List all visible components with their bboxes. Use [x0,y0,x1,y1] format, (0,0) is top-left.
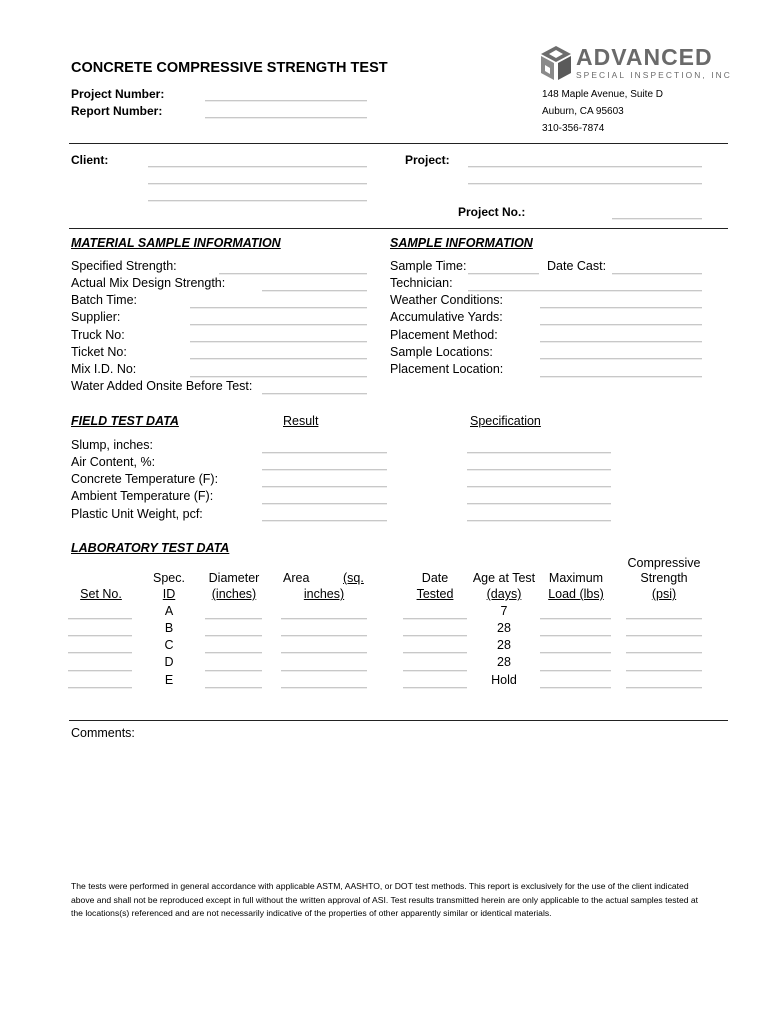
spec-id-cell: D [164,655,174,669]
placement-location-label: Placement Location: [390,362,504,376]
company-logo [538,44,733,86]
sample-locations-label: Sample Locations: [390,345,493,359]
project-number-field[interactable] [205,100,367,102]
age-days-header: (days) [486,587,522,601]
concrete-temp-spec-field[interactable] [467,486,611,488]
date-cast-field[interactable] [612,273,702,275]
compressive-strength-field[interactable] [626,618,702,620]
air-content-label: Air Content, %: [71,455,156,469]
truck-no-field[interactable] [190,341,367,343]
age-cell: 28 [497,655,511,669]
accumulative-yards-label: Accumulative Yards: [390,310,503,324]
comments-area[interactable] [71,744,726,864]
disclaimer-text: The tests were performed in general accordance with applicable ASTM, AASHTO, or DOT test methods. This report is exclusively for the use of the client indicated above and shall not be reproduced except in full without the written approval of ASI. Test results transmitted herein are only applicable to the actual samples tested at the locations(s) referenced and are not necessarily indicative of the properties of other apparently similar or identical materials. [71,881,699,918]
mix-design-strength-label: Actual Mix Design Strength: [71,276,226,290]
address-line-2: Auburn, CA 95603 [542,106,624,117]
sample-info-heading: SAMPLE INFORMATION [390,236,533,250]
age-header: Age at Test [472,571,536,585]
compressive-strength-field[interactable] [626,635,702,637]
diameter-field[interactable] [205,687,262,689]
company-name: ADVANCED [576,44,713,70]
field-test-heading: FIELD TEST DATA [71,414,179,428]
max-load-header: Maximum [548,571,604,585]
date-tested-field[interactable] [403,618,467,620]
diameter-field[interactable] [205,635,262,637]
mix-design-strength-field[interactable] [262,290,367,292]
area-field[interactable] [281,635,367,637]
weather-conditions-label: Weather Conditions: [390,293,504,307]
client-label: Client: [71,153,109,167]
report-number-label: Report Number: [71,104,163,118]
max-load-field[interactable] [540,635,611,637]
date-tested-field[interactable] [403,687,467,689]
spec-id-cell: C [164,638,174,652]
max-load-field[interactable] [540,652,611,654]
max-load-field[interactable] [540,670,611,672]
concrete-temp-label: Concrete Temperature (F): [71,472,219,486]
divider [69,143,728,144]
area-header: Area [283,571,310,585]
concrete-temp-result-field[interactable] [262,486,387,488]
set-no-field[interactable] [68,635,132,637]
max-load-field[interactable] [540,687,611,689]
placement-method-field[interactable] [540,341,702,343]
air-content-result-field[interactable] [262,469,387,471]
area-field[interactable] [281,687,367,689]
mix-id-field[interactable] [190,376,367,378]
set-no-field[interactable] [68,652,132,654]
ticket-no-label: Ticket No: [71,345,127,359]
divider [69,228,728,229]
date-tested-field[interactable] [403,635,467,637]
ambient-temp-label: Ambient Temperature (F): [71,489,214,503]
accumulative-yards-field[interactable] [540,324,702,326]
technician-label: Technician: [390,276,453,290]
address-line-1: 148 Maple Avenue, Suite D [542,89,664,100]
set-no-field[interactable] [68,687,132,689]
spec-id-cell: A [164,604,174,618]
specification-header: Specification [470,414,541,428]
compressive-strength-field[interactable] [626,687,702,689]
client-field-3[interactable] [148,200,367,202]
batch-time-field[interactable] [190,307,367,309]
diameter-field[interactable] [205,618,262,620]
result-header: Result [283,414,319,428]
phone-number: 310-356-7874 [542,123,605,134]
diameter-field[interactable] [205,652,262,654]
truck-no-label: Truck No: [71,328,125,342]
client-field-2[interactable] [148,183,367,185]
age-cell: 28 [497,621,511,635]
area-field[interactable] [281,652,367,654]
water-added-label: Water Added Onsite Before Test: [71,379,253,393]
set-no-field[interactable] [68,670,132,672]
area-unit-header-2: inches) [303,587,345,601]
ambient-temp-result-field[interactable] [262,503,387,505]
page-title: CONCRETE COMPRESSIVE STRENGTH TEST [71,60,388,76]
ticket-no-field[interactable] [190,358,367,360]
air-content-spec-field[interactable] [467,469,611,471]
strength-header: Strength [640,571,688,585]
age-cell: 28 [497,638,511,652]
spec-id-header: ID [162,587,176,601]
age-cell: 7 [500,604,508,618]
set-no-header: Set No. [80,587,122,601]
diameter-unit-header: (inches) [211,587,257,601]
material-sample-heading: MATERIAL SAMPLE INFORMATION [71,236,281,250]
client-field-1[interactable] [148,166,367,168]
ambient-temp-spec-field[interactable] [467,503,611,505]
max-load-unit-header: Load (lbs) [548,587,604,601]
project-label: Project: [405,153,450,167]
comments-label: Comments: [71,726,135,740]
compressive-header: Compressive [627,556,701,570]
diameter-field[interactable] [205,670,262,672]
supplier-field[interactable] [190,324,367,326]
unit-weight-result-field[interactable] [262,520,387,522]
specified-strength-field[interactable] [219,273,367,275]
batch-time-label: Batch Time: [71,293,137,307]
project-field-1[interactable] [468,166,702,168]
lab-test-heading: LABORATORY TEST DATA [71,541,230,555]
placement-method-label: Placement Method: [390,328,498,342]
cube-logo-icon [538,44,574,84]
slump-spec-field[interactable] [467,452,611,454]
slump-label: Slump, inches: [71,438,153,452]
date-tested-field[interactable] [403,670,467,672]
psi-header: (psi) [651,587,677,601]
weather-conditions-field[interactable] [540,307,702,309]
project-number-label: Project Number: [71,87,165,101]
report-number-field[interactable] [205,117,367,119]
project-no-label: Project No.: [458,205,526,219]
sample-time-field[interactable] [468,273,539,275]
specified-strength-label: Specified Strength: [71,259,177,273]
sample-locations-field[interactable] [540,358,702,360]
date-tested-field[interactable] [403,652,467,654]
area-field[interactable] [281,670,367,672]
water-added-field[interactable] [262,393,367,395]
mix-id-label: Mix I.D. No: [71,362,137,376]
divider [69,720,728,721]
technician-field[interactable] [468,290,702,292]
date-tested-header: Tested [416,587,454,601]
max-load-field[interactable] [540,618,611,620]
slump-result-field[interactable] [262,452,387,454]
unit-weight-spec-field[interactable] [467,520,611,522]
area-unit-header-1: (sq. [343,571,364,585]
set-no-field[interactable] [68,618,132,620]
sample-time-label: Sample Time: [390,259,467,273]
spec-id-cell: E [164,673,174,687]
spec-id-cell: B [164,621,174,635]
date-cast-label: Date Cast: [547,259,607,273]
diameter-header: Diameter [208,571,260,585]
company-subtitle: SPECIAL INSPECTION, INC [576,70,732,80]
age-cell: Hold [491,673,517,687]
date-header: Date [421,571,449,585]
placement-location-field[interactable] [540,376,702,378]
spec-header: Spec. [153,571,185,585]
compressive-strength-field[interactable] [626,652,702,654]
project-field-2[interactable] [468,183,702,185]
area-field[interactable] [281,618,367,620]
supplier-label: Supplier: [71,310,121,324]
unit-weight-label: Plastic Unit Weight, pcf: [71,507,203,521]
project-no-field[interactable] [612,218,702,220]
compressive-strength-field[interactable] [626,670,702,672]
